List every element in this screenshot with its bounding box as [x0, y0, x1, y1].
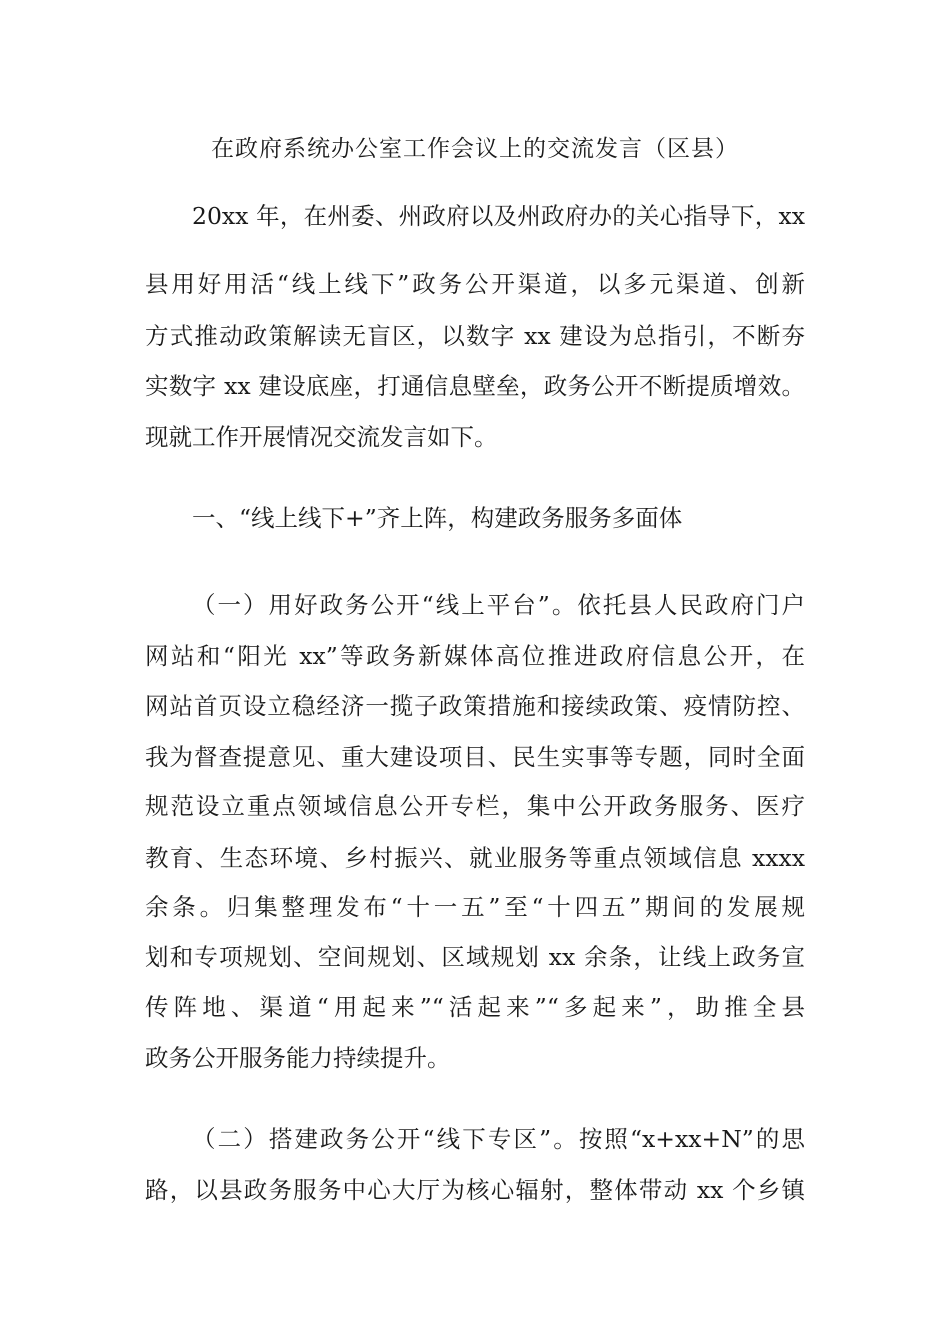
intro-line-3: 方式推动政策解读无盲区，以数字 xx 建设为总指引，不断夯 — [145, 322, 805, 350]
section-heading-1: 一、“线上线下+”齐上阵，构建政务服务多面体 — [192, 504, 683, 532]
sub1-line-2: 网站和“阳光 xx”等政务新媒体高位推进政府信息公开，在 — [145, 642, 805, 670]
sub1-line-4: 我为督查提意见、重大建设项目、民生实事等专题，同时全面 — [145, 743, 805, 771]
sub1-line-6: 教育、生态环境、乡村振兴、就业服务等重点领域信息 xxxx — [145, 844, 805, 872]
sub1-line-3: 网站首页设立稳经济一揽子政策措施和接续政策、疫情防控、 — [145, 692, 805, 720]
sub2-line-1: （二）搭建政务公开“线下专区”。按照“x+xx+N”的思 — [192, 1125, 805, 1153]
sub2-line-2: 路，以县政务服务中心大厅为核心辐射，整体带动 xx 个乡镇 — [145, 1176, 805, 1204]
intro-line-4: 实数字 xx 建设底座，打通信息壁垒，政务公开不断提质增效。 — [145, 372, 805, 400]
sub1-line-7: 余条。归集整理发布“十一五”至“十四五”期间的发展规 — [145, 893, 805, 921]
intro-line-1: 20xx 年，在州委、州政府以及州政府办的关心指导下，xx — [192, 202, 805, 230]
sub1-line-1: （一）用好政务公开“线上平台”。依托县人民政府门户 — [192, 591, 805, 619]
sub1-line-8: 划和专项规划、空间规划、区域规划 xx 余条，让线上政务宣 — [145, 943, 805, 971]
sub1-line-10: 政务公开服务能力持续提升。 — [145, 1044, 451, 1072]
sub1-line-9: 传阵地、渠道“用起来”“活起来”“多起来”，助推全县 — [145, 993, 805, 1021]
sub1-line-5: 规范设立重点领域信息公开专栏，集中公开政务服务、医疗 — [145, 792, 805, 820]
intro-line-5: 现就工作开展情况交流发言如下。 — [145, 423, 498, 451]
intro-line-2: 县用好用活“线上线下”政务公开渠道，以多元渠道、创新 — [145, 270, 805, 298]
document-title: 在政府系统办公室工作会议上的交流发言（区县） — [211, 136, 739, 162]
